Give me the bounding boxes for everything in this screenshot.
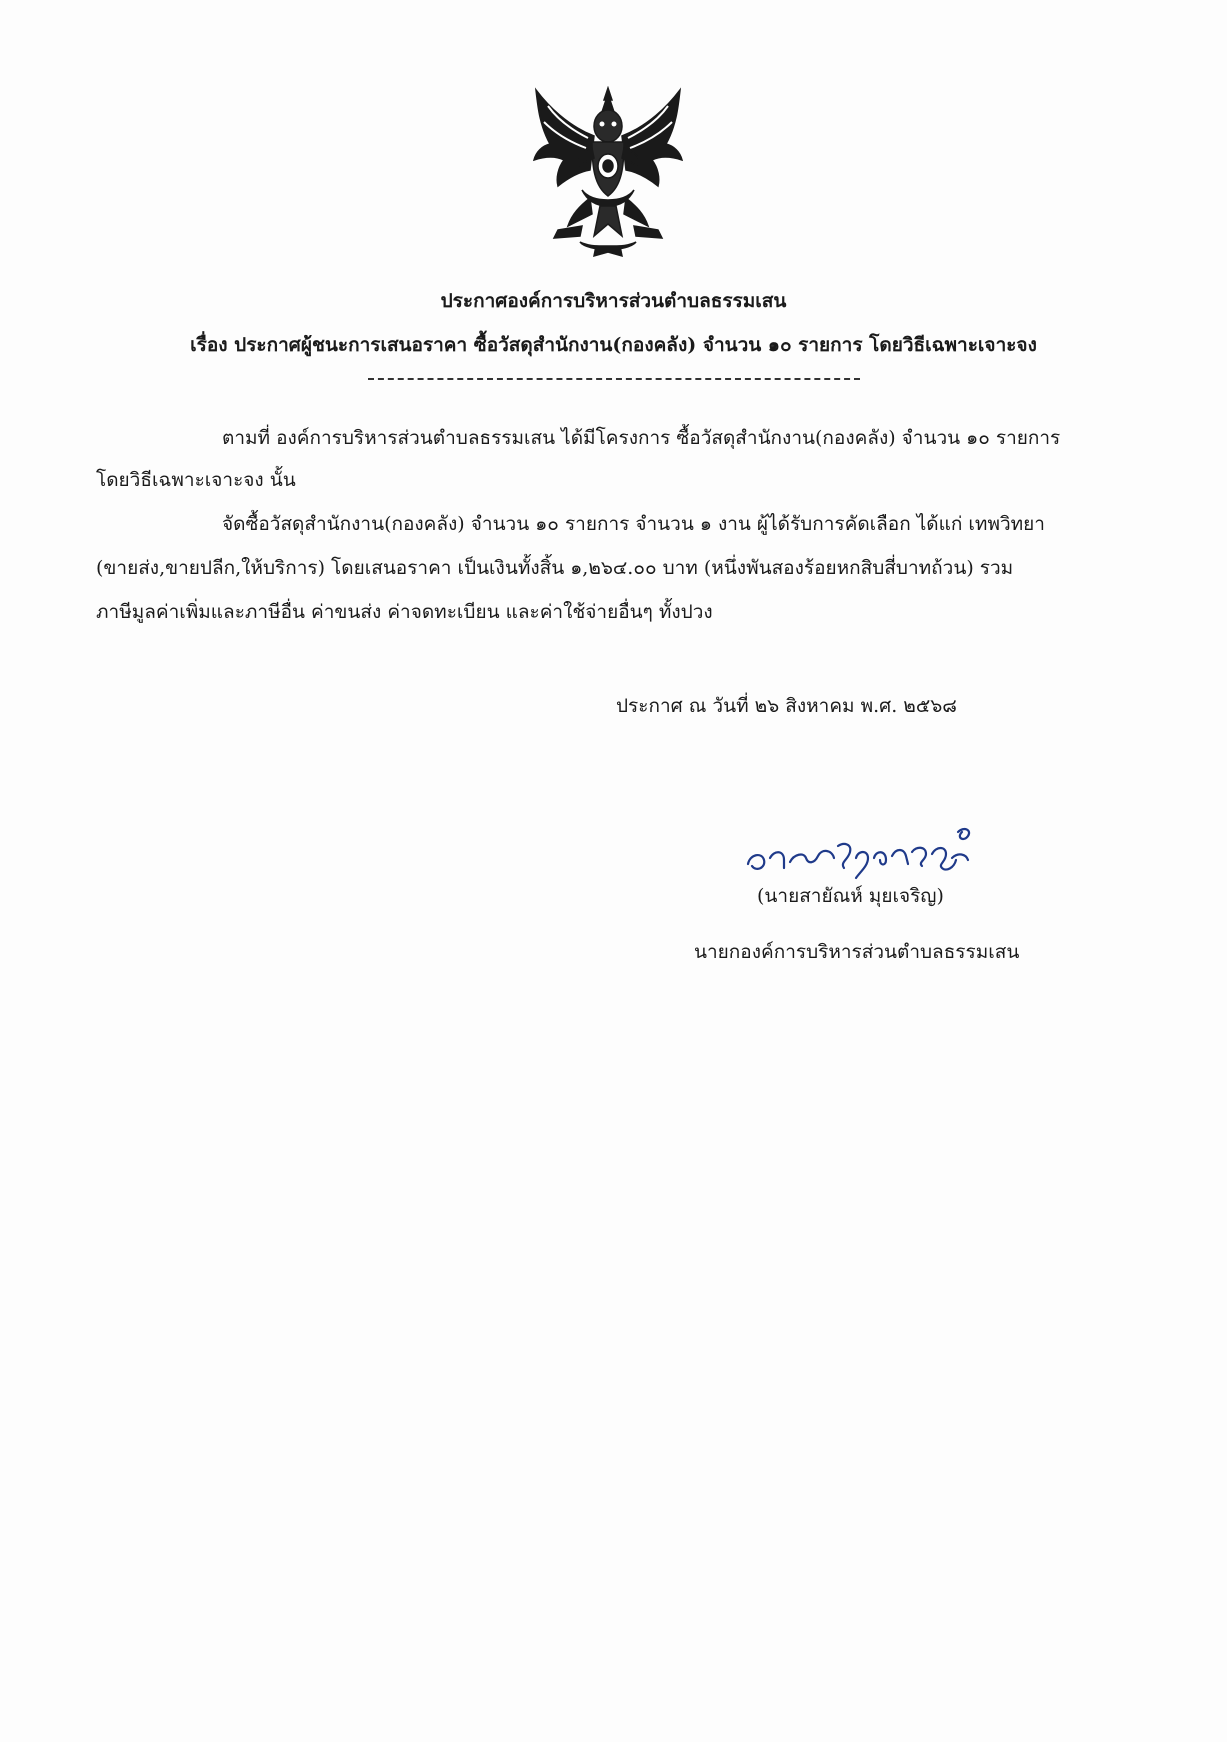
announcement-date: ประกาศ ณ วันที่ ๒๖ สิงหาคม พ.ศ. ๒๕๖๘ bbox=[616, 695, 957, 717]
signature-image bbox=[740, 818, 980, 880]
paragraph-2-line-3: ภาษีมูลค่าเพิ่มและภาษีอื่น ค่าขนส่ง ค่าจดทะเบียน และค่าใช้จ่ายอื่นๆ ทั้งปวง bbox=[96, 601, 713, 623]
paragraph-2-line-2: (ขายส่ง,ขายปลีก,ให้บริการ) โดยเสนอราคา เป็นเงินทั้งสิ้น ๑,๒๖๔.๐๐ บาท (หนึ่งพันสองร้อยหกสิบสี่บาทถ้วน) รวม bbox=[96, 557, 1014, 579]
paragraph-1-line-1: ตามที่ องค์การบริหารส่วนตำบลธรรมเสน ได้มีโครงการ ซื้อวัสดุสำนักงาน(กองคลัง) จำนวน ๑๐ รายการ bbox=[222, 427, 1061, 449]
garuda-emblem-icon bbox=[528, 86, 688, 258]
signer-name: (นายสายัณห์ มุยเจริญ) bbox=[757, 885, 944, 907]
paragraph-2-line-1: จัดซื้อวัสดุสำนักงาน(กองคลัง) จำนวน ๑๐ รายการ จำนวน ๑ งาน ผู้ได้รับการคัดเลือก ได้แก่ เทพวิทยา bbox=[222, 513, 1045, 535]
signer-title: นายกองค์การบริหารส่วนตำบลธรรมเสน bbox=[694, 941, 1020, 963]
announcement-subject: เรื่อง ประกาศผู้ชนะการเสนอราคา ซื้อวัสดุสำนักงาน(กองคลัง) จำนวน ๑๐ รายการ โดยวิธีเฉพาะเจาะจง bbox=[190, 334, 1037, 356]
divider-line bbox=[368, 378, 860, 380]
announcement-heading: ประกาศองค์การบริหารส่วนตำบลธรรมเสน bbox=[440, 290, 787, 312]
paragraph-1-line-2: โดยวิธีเฉพาะเจาะจง นั้น bbox=[96, 469, 296, 491]
